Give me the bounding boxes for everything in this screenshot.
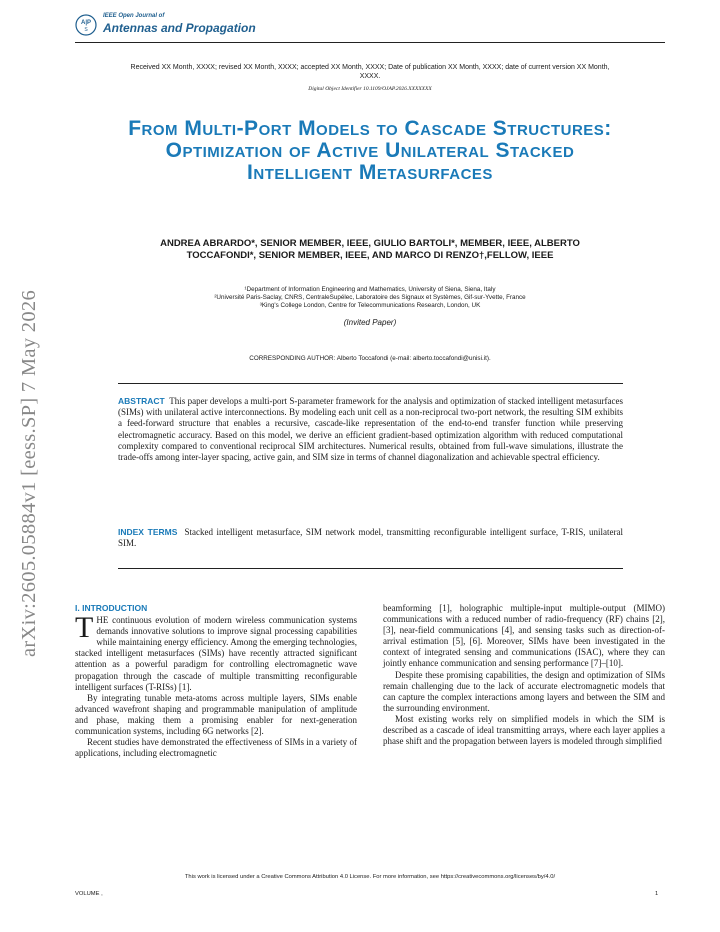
paragraph: By integrating tunable meta-atoms across multiple layers, SIMs enable advanced wavefront shaping and programmable manipulation of amplitude and phase, making them a promising enabler for next-generation communication systems, including 6G networks [2].	[75, 692, 357, 737]
affiliations	[125, 286, 615, 310]
invited-paper: (Invited Paper)	[343, 318, 397, 327]
journal-header	[75, 12, 665, 43]
doi: Digital Object Identifier 10.1109/OJAP.2026.XXXXXXX	[308, 86, 432, 92]
page-number: 1	[655, 891, 659, 897]
index-terms-label: INDEX TERMS	[118, 527, 178, 537]
dropcap: T	[75, 611, 94, 645]
abstract-label: ABSTRACT	[118, 396, 165, 406]
index-terms-text: Stacked intelligent metasurface, SIM network model, transmitting reconfigurable intelligent surface, T-RIS, unilateral SIM.	[118, 527, 623, 549]
body-right-column	[383, 603, 665, 747]
affiliation-1: ¹Department of Information Engineering and Mathematics, University of Siena, Siena, Italy	[244, 286, 496, 293]
body-left-column	[75, 603, 357, 759]
volume-label: VOLUME ,	[75, 891, 103, 897]
abstract	[118, 396, 623, 463]
paragraph: Despite these promising capabilities, the design and optimization of SIMs remain challenging due to the lack of accurate electromagnetic models that can capture the complex interactions among layers and between the SIM and the surrounding environment.	[383, 669, 665, 713]
ieee-oj-logo-icon	[75, 14, 97, 36]
paragraph: Recent studies have demonstrated the effectiveness of SIMs in a variety of applications, including electromagnetic	[75, 737, 357, 759]
authors: ANDREA ABRARDO*, SENIOR MEMBER, IEEE, GIULIO BARTOLI*, MEMBER, IEEE, ALBERTO TOCCAFONDI*, SENIOR MEMBER, IEEE, AND MARCO DI RENZO†,FELLOW, IEEE	[160, 238, 580, 261]
abstract-text: This paper develops a multi-port S-parameter framework for the analysis and optimization of stacked intelligent metasurfaces (SIMs) with unilateral active interconnections. By modeling each unit cell as a non-reciprocal two-port network, the resulting SIM exhibits a feed-forward structure that enables a recursive, cascade-like representation of the end-to-end transfer function while preserving electromagnetic accuracy. Based on this model, we derive an efficient gradient-based optimization algorithm with reduced computational complexity compared to conventional reciprocal SIM architectures. Numerical results, obtained from full-wave simulations, illustrate the trade-offs among inter-layer spacing, active gain, and SIM size in terms of channel diagonalization and achievable spectral efficiency.	[118, 396, 623, 463]
paragraph: beamforming [1], holographic multiple-input multiple-output (MIMO) communications with a reduced number of radio-frequency (RF) chains [2], [3], near-field communications [4], and sensing tasks such as direction-of-arrival estimation [5], [6]. Moreover, SIMs have been investigated in the context of integrated sensing and communications (ISAC), where they can jointly enhance communication and sensing performance [7]–[10].	[383, 603, 665, 669]
affiliation-3: ³King's College London, Centre for Telecommunications Research, London, UK	[259, 302, 481, 309]
arxiv-stamp: arXiv:2605.05884v1 [eess.SP] 7 May 2026	[18, 289, 40, 657]
journal-prefix: IEEE Open Journal of	[103, 13, 165, 19]
journal-name: Antennas and Propagation	[103, 21, 256, 35]
index-terms	[118, 527, 623, 549]
svg-text:S: S	[84, 27, 88, 33]
divider-top	[118, 383, 623, 384]
affiliation-2: ²Université Paris-Saclay, CNRS, CentraleSupélec, Laboratoire des Signaux et Systèmes, Gif-sur-Yvette, France	[214, 294, 526, 301]
license-note: This work is licensed under a Creative Commons Attribution 4.0 License. For more information, see https://creativecommons.org/licenses/by/4.0/	[184, 874, 556, 880]
divider-bottom	[118, 568, 623, 569]
paper-title: From Multi-Port Models to Cascade Structures: Optimization of Active Unilateral Stacked Intelligent Metasurfaces	[128, 117, 612, 184]
corresponding-author: CORRESPONDING AUTHOR: Alberto Toccafondi (e-mail: alberto.toccafondi@unisi.it).	[249, 355, 491, 362]
received-dates: Received XX Month, XXXX; revised XX Month, XXXX; accepted XX Month, XXXX; Date of publication XX Month, XXXX; date of current version XX Month, XXXX.	[130, 64, 610, 80]
svg-text:A|P: A|P	[80, 20, 92, 26]
paragraph: THE continuous evolution of modern wireless communication systems demands innovative solutions to improve signal processing capabilities while maintaining energy efficiency. Among the emerging technologies, stacked intelligent metasurfaces (SIMs) have recently attracted significant attention as a powerful paradigm for controlling electromagnetic wave propagation through the cascade of multiple transmitting reconfigurable intelligent surfaces (T-RISs) [1].	[75, 611, 357, 692]
section-title: I. INTRODUCTION	[75, 603, 148, 613]
paragraph: Most existing works rely on simplified models in which the SIM is described as a cascade of ideal transmitting arrays, where each layer applies a phase shift and the propagation between layers is modeled through simplified	[383, 713, 665, 747]
